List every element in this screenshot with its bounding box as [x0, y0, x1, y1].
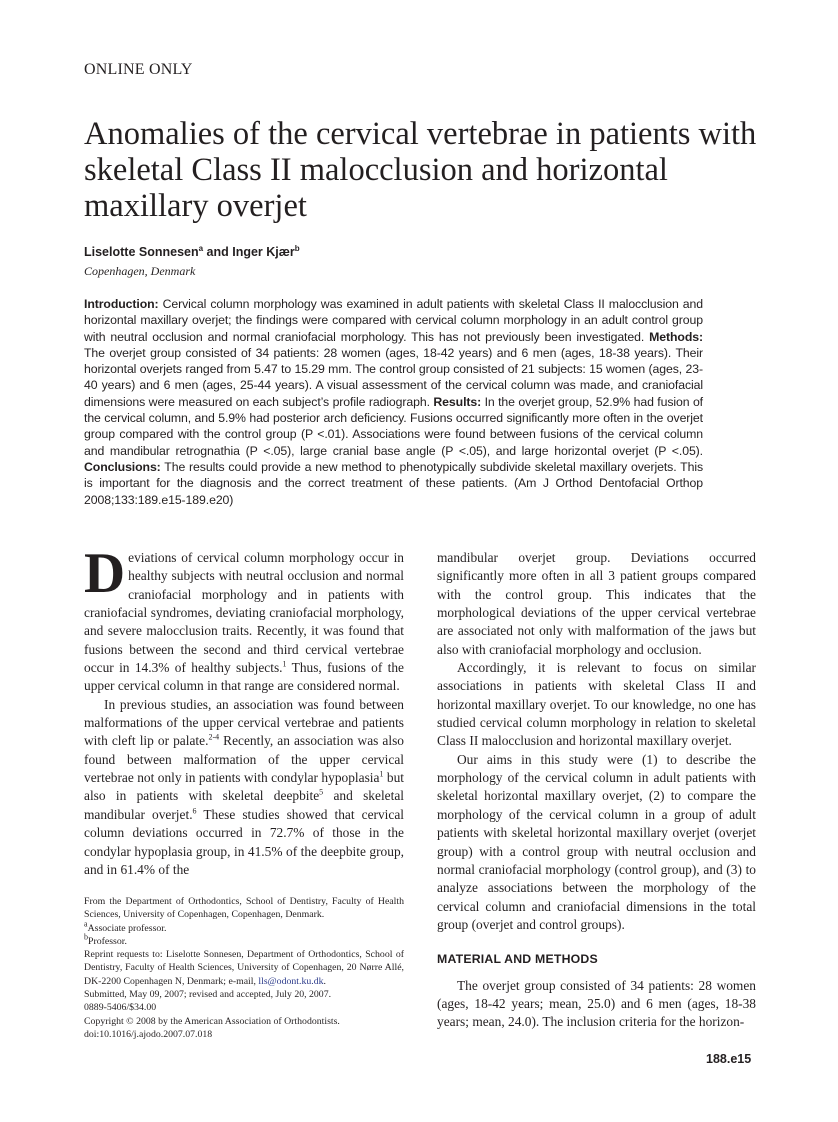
paragraph: The overjet group consisted of 34 patients: 28 women (ages, 18-42 years; mean, 25.0) and 6 men (ages, 18-38 years; mean, 24.0). The inclusion criteria for the horizon-	[437, 977, 756, 1030]
footnote-copyright: Copyright © 2008 by the American Association of Orthodontists.	[84, 1015, 340, 1027]
footnote-doi[interactable]: doi:10.1016/j.ajodo.2007.07.018	[84, 1028, 213, 1040]
abstract-methods: The overjet group consisted of 34 patients: 28 women (ages, 18-42 years) and 6 men (ages, 18-38 years). Their horizontal overjets ranged from 5.47 to 15.29 mm. The control group consisted of 21 subjects: 15 women (ages, 23-40 years) and 6 men (ages, 25-44 years). A visual assessment of the cervical column was made, and craniofacial dimensions were measured on each subject’s profile radiograph.	[84, 345, 703, 409]
paragraph-text: In previous studies, an association was found between malformations of the upper cervical vertebrae and patients with cleft lip or palate.	[84, 696, 404, 749]
citation-ref[interactable]: 5	[319, 788, 324, 797]
author-list	[84, 245, 300, 259]
body-column-left	[84, 542, 405, 879]
footnote-mark: a	[84, 919, 88, 929]
author-location: Copenhagen, Denmark	[84, 264, 196, 278]
footnote-issn: 0889-5406/$34.00	[84, 1002, 157, 1014]
paragraph-text: but also in patients with skeletal deepbite	[84, 770, 404, 804]
abstract-intro: Cervical column morphology was examined in adult patients with skeletal Class II malocclusion and horizontal maxillary overjet; the findings were compared with cervical column morphology in an adult control group with neutral occlusion and normal craniofacial morphology. This has not previously been investigated.	[84, 297, 703, 344]
paragraph	[84, 696, 404, 879]
citation-ref[interactable]: 1	[282, 659, 287, 669]
author-conjunction: and	[203, 245, 233, 259]
abstract	[84, 296, 703, 508]
paragraph-text: These studies showed that cervical column deviations occurred in 72.7% of those in the condylar hypoplasia group, in 41.5% of the deepbite group, and in 61.4% of the	[84, 806, 404, 877]
footnote-text: Associate professor.	[87, 922, 167, 934]
paragraph-text: Recently, an association was also found between malformation of the upper cervical vertebrae not only in patients with condylar hypoplasia	[84, 733, 405, 786]
paragraph	[84, 542, 404, 696]
author-affiliation-mark: b	[294, 243, 300, 253]
citation-ref[interactable]: 2-4	[208, 732, 220, 742]
footnote-text: Reprint requests to: Liselotte Sonnesen, Department of Orthodontics, School of Dentistry, Faculty of Health Sciences, University of Copenhagen, 20 Nørre Allé, DK-2200 Copenhagen N, Denmark; e-mail,	[84, 949, 404, 987]
footnote-mark: b	[84, 932, 88, 942]
paragraph: Accordingly, it is relevant to focus on similar associations in patients with skeletal Class II and horizontal maxillary overjet. To our knowledge, no one has studied cervical column morphology in relation to skeletal Class II malocclusion and horizontal maxillary overjet.	[437, 660, 756, 749]
body-column-right	[437, 549, 756, 1032]
footnote-affiliation: From the Department of Orthodontics, School of Dentistry, Faculty of Health Sciences, University of Copenhagen, Copenhagen, Denmark.	[84, 896, 404, 921]
footnotes	[84, 895, 404, 1041]
footnote-b	[84, 932, 404, 948]
paragraph: mandibular overjet group. Deviations occurred significantly more often in all 3 patient groups compared with the control group. This indicates that the morphological deviations of the upper cervical vertebrae are associated not only with malformation of the jaws but also with craniofacial morphology and occlusion.	[437, 550, 756, 657]
abstract-conclusions: The results could provide a new method to phenotypically subdivide skeletal maxillary overjets. This is important for the diagnosis and the correct treatment of these patients. (Am J Orthod Dentofacial Orthop 2008;133:189.e15-189.e20)	[84, 459, 703, 507]
drop-cap: D	[84, 542, 126, 605]
footnote-text: Professor.	[88, 935, 127, 947]
citation-ref[interactable]: 6	[192, 806, 197, 816]
section-heading: MATERIAL AND METHODS	[437, 952, 598, 967]
footnote-a	[84, 919, 404, 935]
author-name: Liselotte Sonnesen	[84, 245, 199, 259]
abstract-results: In the overjet group, 52.9% had fusion of the cervical column, and 5.9% had posterior arch deficiency. Fusions occurred significantly more often in the overjet group compared with the control group (P <.01). Associations were found between fusions of the cervical column and mandibular retrognathia (P <.05), large cranial base angle (P <.05), and large horizontal overjet (P <.05).	[84, 394, 704, 458]
author-affiliation-mark: a	[198, 243, 204, 253]
footnote-reprint	[84, 948, 404, 988]
abstract-intro-label: Introduction:	[84, 297, 159, 311]
abstract-conclusions-label: Conclusions:	[84, 459, 161, 474]
email-link[interactable]: lls@odont.ku.dk	[258, 975, 324, 987]
paragraph: Our aims in this study were (1) to describe the morphology of the cervical column in adult patients with skeletal horizontal maxillary overjet, (2) to compare the morphology of the cervical column in a group of adult patients with skeletal horizontal maxillary overjet (overjet group) with a control group with neutral occlusion and normal craniofacial morphology (control group), and (3) to analyze associations between the morphology of the cervical column and craniofacial dimensions in the total group (overjet and control groups).	[437, 751, 756, 932]
footnote-text: .	[323, 975, 326, 987]
paragraph-text: and skeletal mandibular overjet.	[84, 788, 404, 822]
paragraph-text: Thus, fusions of the upper cervical column in that range are considered normal.	[84, 660, 404, 694]
footnote-submitted: Submitted, May 09, 2007; revised and accepted, July 20, 2007.	[84, 989, 332, 1001]
page-number: 188.e15	[706, 1052, 752, 1066]
author-name: Inger Kjær	[232, 245, 295, 259]
section-label: ONLINE ONLY	[84, 61, 193, 78]
abstract-methods-label: Methods:	[649, 329, 703, 344]
citation-ref[interactable]: 1	[379, 769, 384, 779]
paragraph-text: eviations of cervical column morphology occur in healthy subjects with neutral occlusion and normal craniofacial morphology and in patients with craniofacial syndromes, deviating craniofacial morphology, and severe malocclusion traits. Recently, it was found that fusions between the second and third cervical vertebrae occur in 14.3% of healthy subjects.	[84, 550, 404, 676]
article-title: Anomalies of the cervical vertebrae in patients with skeletal Class II malocclusion and horizontal maxillary overjet	[84, 116, 757, 224]
abstract-results-label: Results:	[433, 394, 482, 409]
